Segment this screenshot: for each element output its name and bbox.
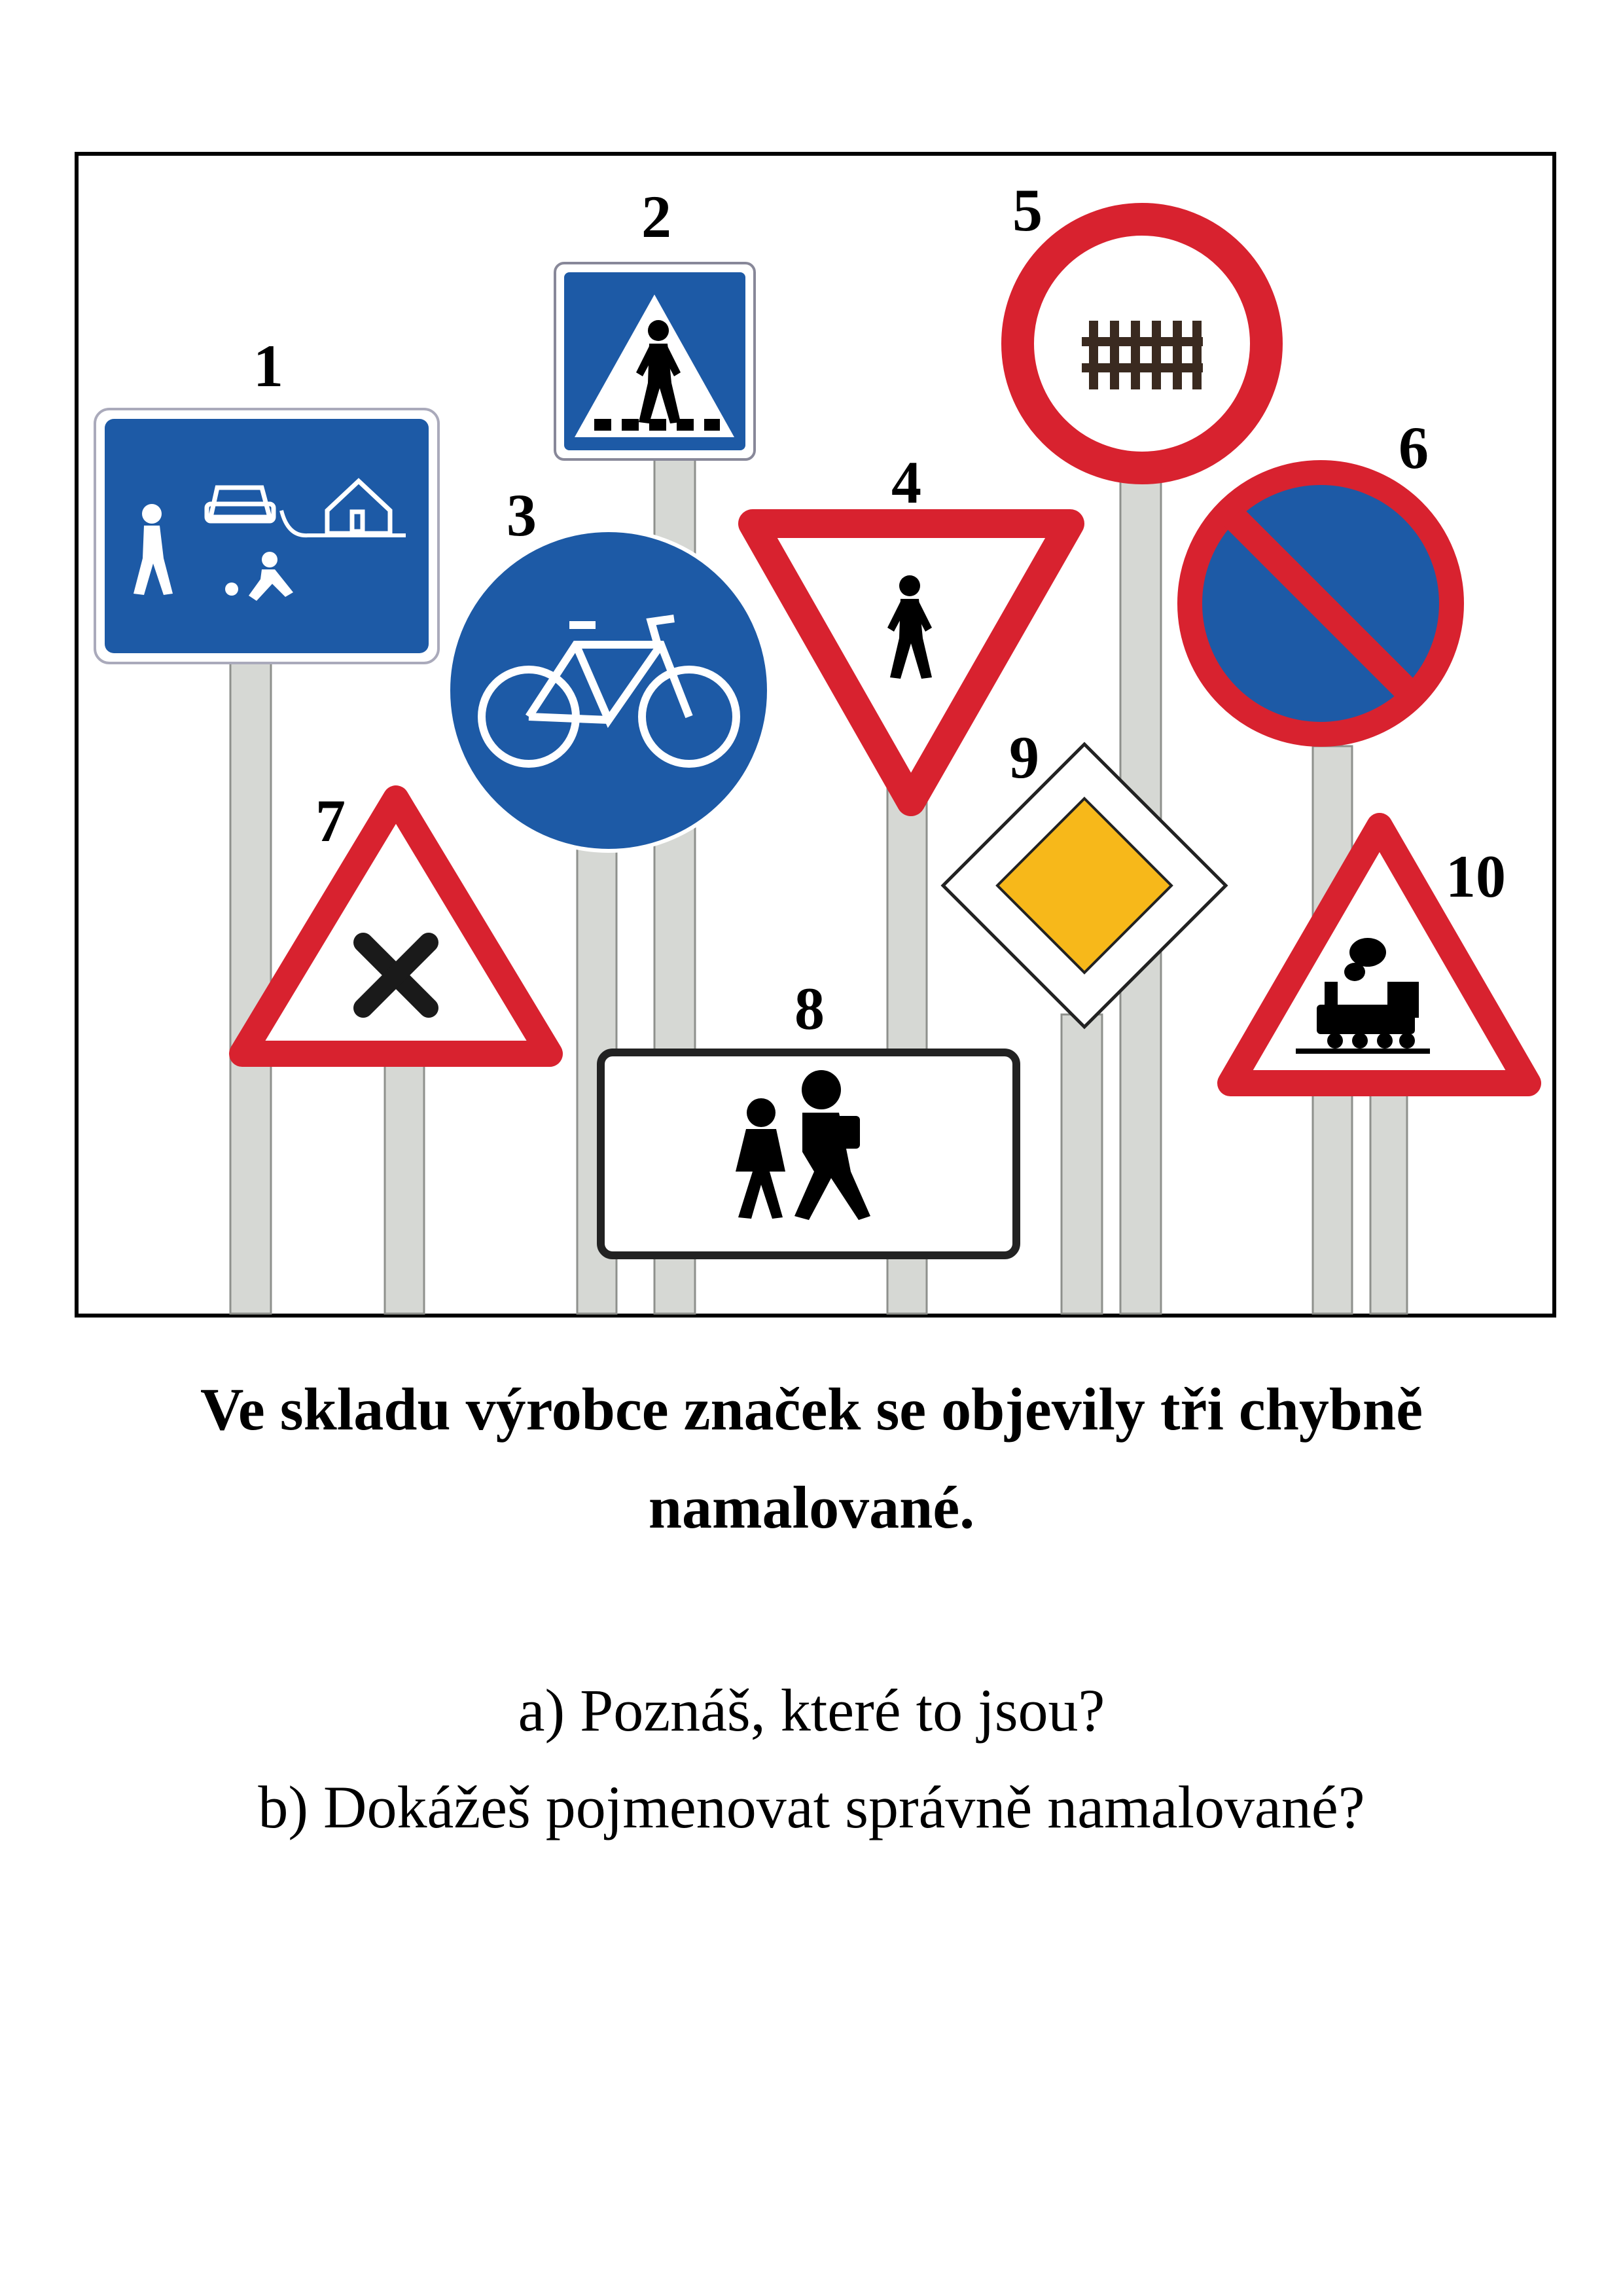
task-heading-line-1: Ve skladu výrobce značek se objevily tři chybně [200,1376,1423,1443]
sign-number: 3 [507,482,537,548]
sign-number: 7 [315,787,346,854]
sign-1-living-zone [95,409,438,663]
sign-8-children-plate [601,1052,1016,1255]
sign-number: 4 [891,449,921,516]
question-a: a) Poznáš, které to jsou? [518,1677,1105,1744]
sign-number: 5 [1012,177,1043,243]
question-b: b) Dokážeš pojmenovat správně namalované? [258,1774,1365,1840]
sign-number: 2 [641,183,671,250]
sign-5-prohibition-fence [1018,219,1266,468]
task-heading-line-2: namalované. [648,1474,975,1541]
sign-number: 9 [1009,724,1039,791]
sign-number: 1 [253,332,283,399]
sign-6-no-parking [1190,473,1452,734]
sign-2-pedestrian-crossing [555,263,755,459]
sign-number: 10 [1446,843,1506,910]
sign-3-cycle-path [448,530,769,851]
sign-number: 8 [794,975,825,1042]
sign-number: 6 [1399,414,1429,481]
